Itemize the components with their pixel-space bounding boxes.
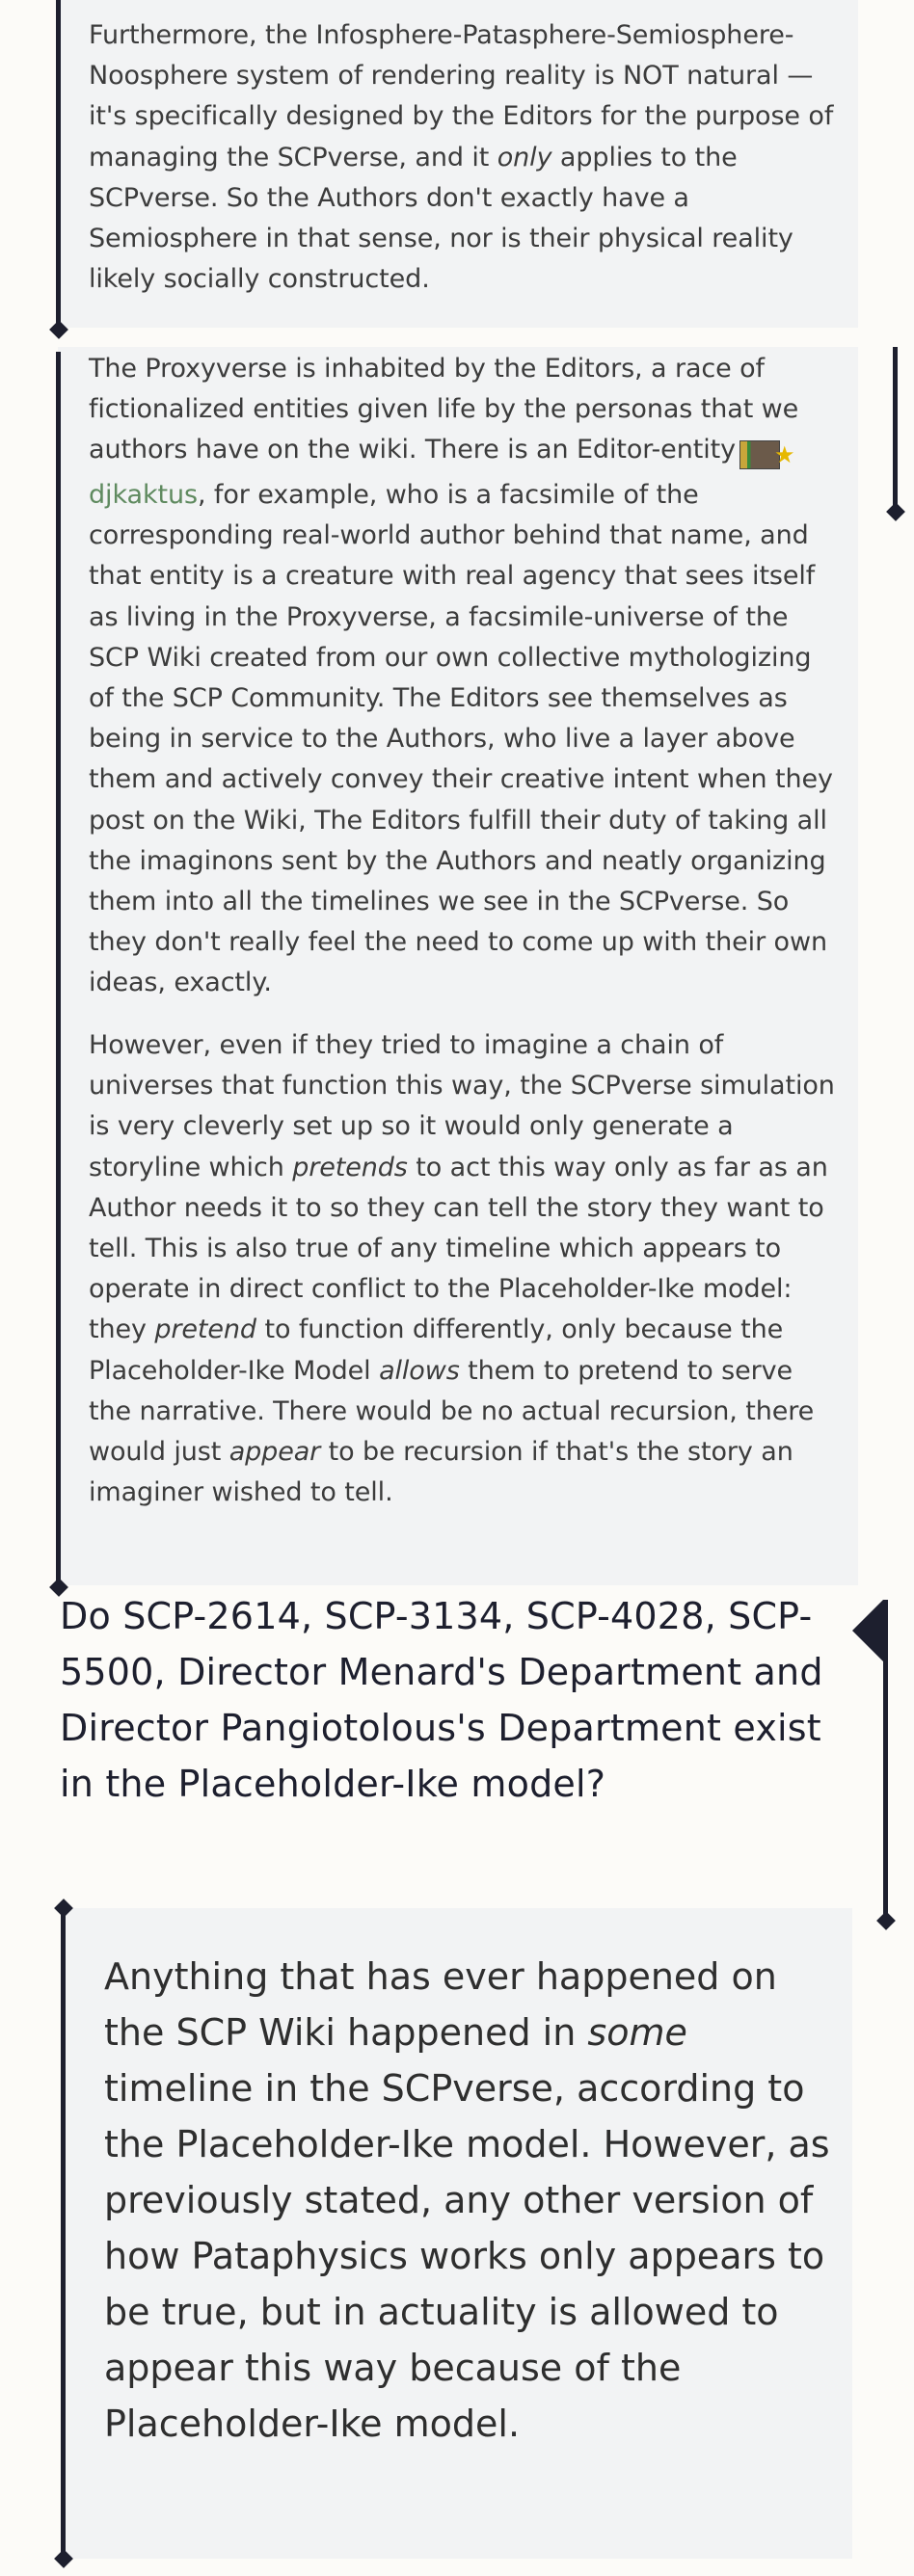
right-rule-line (883, 1600, 888, 1918)
left-rule-line (56, 352, 61, 1583)
author-link-djkaktus[interactable]: djkaktus (89, 480, 198, 510)
rule-end-diamond (876, 1911, 896, 1930)
heading-marker-triangle (852, 1600, 883, 1661)
infosphere-paragraph: Furthermore, the Infosphere-Patasphere-Semiosphere-Noosphere system of rendering reality is NOT natural — it's specifically designed by the Editors for the purpose of managing the SCPverse, and it only applies to the SCPverse. So the Authors don't exactly have a Semiosphere in that sense, nor is their physical reality likely socially constructed. (89, 20, 834, 295)
question-heading: Do SCP-2614, SCP-3134, SCP-4028, SCP-5500, Director Menard's Department and Director Pangiotolous's Department exist in the Placeholder-Ike model? (60, 1595, 823, 1805)
right-rule-line (893, 347, 898, 509)
proxyverse-paragraph: The Proxyverse is inhabited by the Editors, a race of fictionalized entities given life by the personas that we authors have on the wiki. There is an Editor-entity ★ djkaktus, for example, who is a facsimile of the corresponding real-world author behind that name, and that entity is a creature with real agency that sees itself as living in the Proxyverse, a facsimile-universe of the SCP Wiki created from our own collective mythologizing of the SCP Community. The Editors see themselves as being in service to the Authors, who live a layer above them and actively convey their creative intent when they post on the Wiki, The Editors fulfill their duty of taking all the imaginons sent by the Authors and neatly organizing them into all the timelines we see in the SCPverse. So they don't really feel the need to come up with their own ideas, exactly. (89, 354, 833, 998)
left-rule-line (56, 0, 61, 326)
author-avatar-icon: ★ (739, 434, 794, 475)
recursion-paragraph: However, even if they tried to imagine a chain of universes that function this way, the SCPverse simulation is very cleverly set up so it would only generate a storyline which pretends to act this way only as far as an Author needs it to so they can tell the story they want to tell. This is also true of any timeline which appears to operate in direct conflict to the Placeholder-Ike model: they pretend to function differently, only because the Placeholder-Ike Model allows them to pretend to serve the narrative. There would be no actual recursion, there would just appear to be recursion if that's the story an imaginer wished to tell. (89, 1030, 835, 1508)
rule-end-diamond (886, 502, 905, 521)
left-rule-line (61, 1910, 66, 2554)
answer-paragraph: Anything that has ever happened on the SCP Wiki happened in some timeline in the SCPverse, according to the Placeholder-Ike model. However, as previously stated, any other version of how Pataphysics works only appears to be true, but in actuality is allowed to appear this way because of the Placeholder-Ike model. (104, 1955, 830, 2445)
